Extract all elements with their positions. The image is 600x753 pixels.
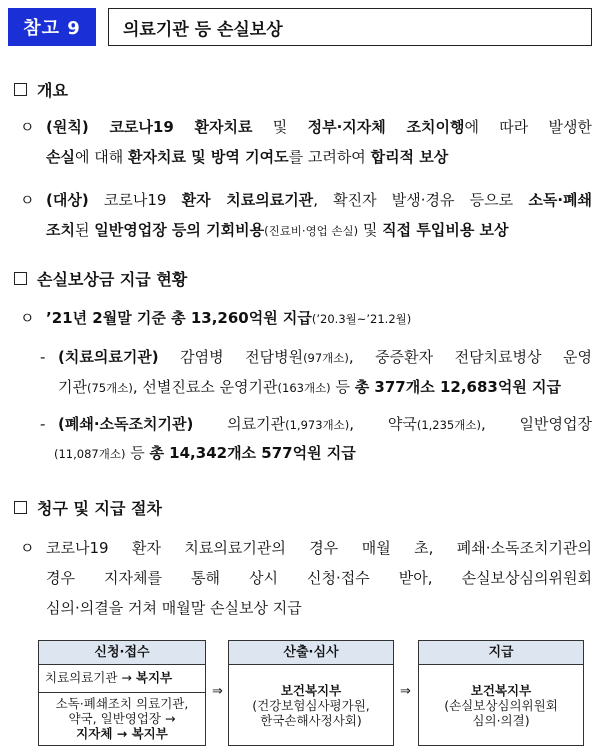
status-treatment-institutions: - (치료의료기관) 감염병 전담병원(97개소), 중증환자 전담치료병상 운영 기관(75개소), 선별진료소 운영기관(163개소) 등 총 377개소 12,683억원 지급: [40, 343, 592, 403]
section-heading-status: 손실보상금 지급 현황: [14, 267, 187, 290]
flow-box-application-row2: 소독·폐쇄조치 의료기관, 약국, 일반영업장 → 지자체 → 복지부: [39, 692, 205, 744]
flow-box-payment-title: 지급: [419, 641, 583, 665]
flow-box-review-title: 산출·심사: [229, 641, 393, 665]
checkbox-square-icon: [14, 501, 27, 514]
circle-bullet: ㅇ: [20, 118, 35, 136]
status-closure-disinfection: - (폐쇄·소독조치기관) 의료기관(1,973개소), 약국(1,235개소), 일반영업장: [40, 410, 592, 440]
flow-arrow-1: ⇒: [212, 684, 223, 699]
section-heading-overview: 개요: [14, 78, 68, 101]
circle-bullet: ㅇ: [20, 191, 35, 209]
section-heading-procedure: 청구 및 지급 절차: [14, 496, 162, 519]
checkbox-square-icon: [14, 83, 27, 96]
flow-arrow-2: ⇒: [400, 684, 411, 699]
overview-target: ㅇ (대상) 코로나19 환자 치료의료기관, 확진자 발생·경유 등으로 소독·폐쇄 조치된 일반영업장 등의 기회비용(진료비·영업 손실) 및 직접 투입비용 보상: [20, 185, 592, 246]
document-title: 의료기관 등 손실보상: [108, 8, 592, 46]
circle-bullet: ㅇ: [20, 309, 35, 327]
status-closure-disinfection-cont: (11,087개소) 등 총 14,342개소 577억원 지급: [54, 444, 356, 462]
checkbox-square-icon: [14, 272, 27, 285]
flow-box-application-row1: 치료의료기관 → 복지부: [45, 670, 173, 685]
reference-badge: 참고 9: [8, 8, 96, 46]
status-summary: ㅇ ’21년 2월말 기준 총 13,260억원 지급(’20.3월~’21.2월): [20, 303, 592, 334]
flow-box-application-title: 신청·접수: [39, 641, 205, 665]
flow-box-payment: 지급 보건복지부 (손실보상심의위원회 심의·의결): [418, 640, 584, 746]
flow-box-application: [38, 640, 206, 746]
circle-bullet: ㅇ: [20, 539, 35, 557]
document-header: [8, 8, 592, 46]
dash-bullet: -: [40, 348, 46, 366]
overview-principle: ㅇ (원칙) 코로나19 환자치료 및 정부·지자체 조치이행에 따라 발생한 손실에 대해 환자치료 및 방역 기여도를 고려하여 합리적 보상: [20, 112, 592, 172]
flow-box-review: 산출·심사 보건복지부 (건강보험심사평가원, 한국손해사정사회): [228, 640, 394, 746]
dash-bullet: -: [40, 415, 46, 433]
procedure-flow-diagram: [38, 640, 584, 746]
procedure-description: ㅇ 코로나19 환자 치료의료기관의 경우 매월 초, 폐쇄·소독조치기관의 경우 지자체를 통해 상시 신청·접수 받아, 손실보상심의위원회 심의·의결을 거쳐 매월말 손실보상 지급: [20, 533, 592, 623]
